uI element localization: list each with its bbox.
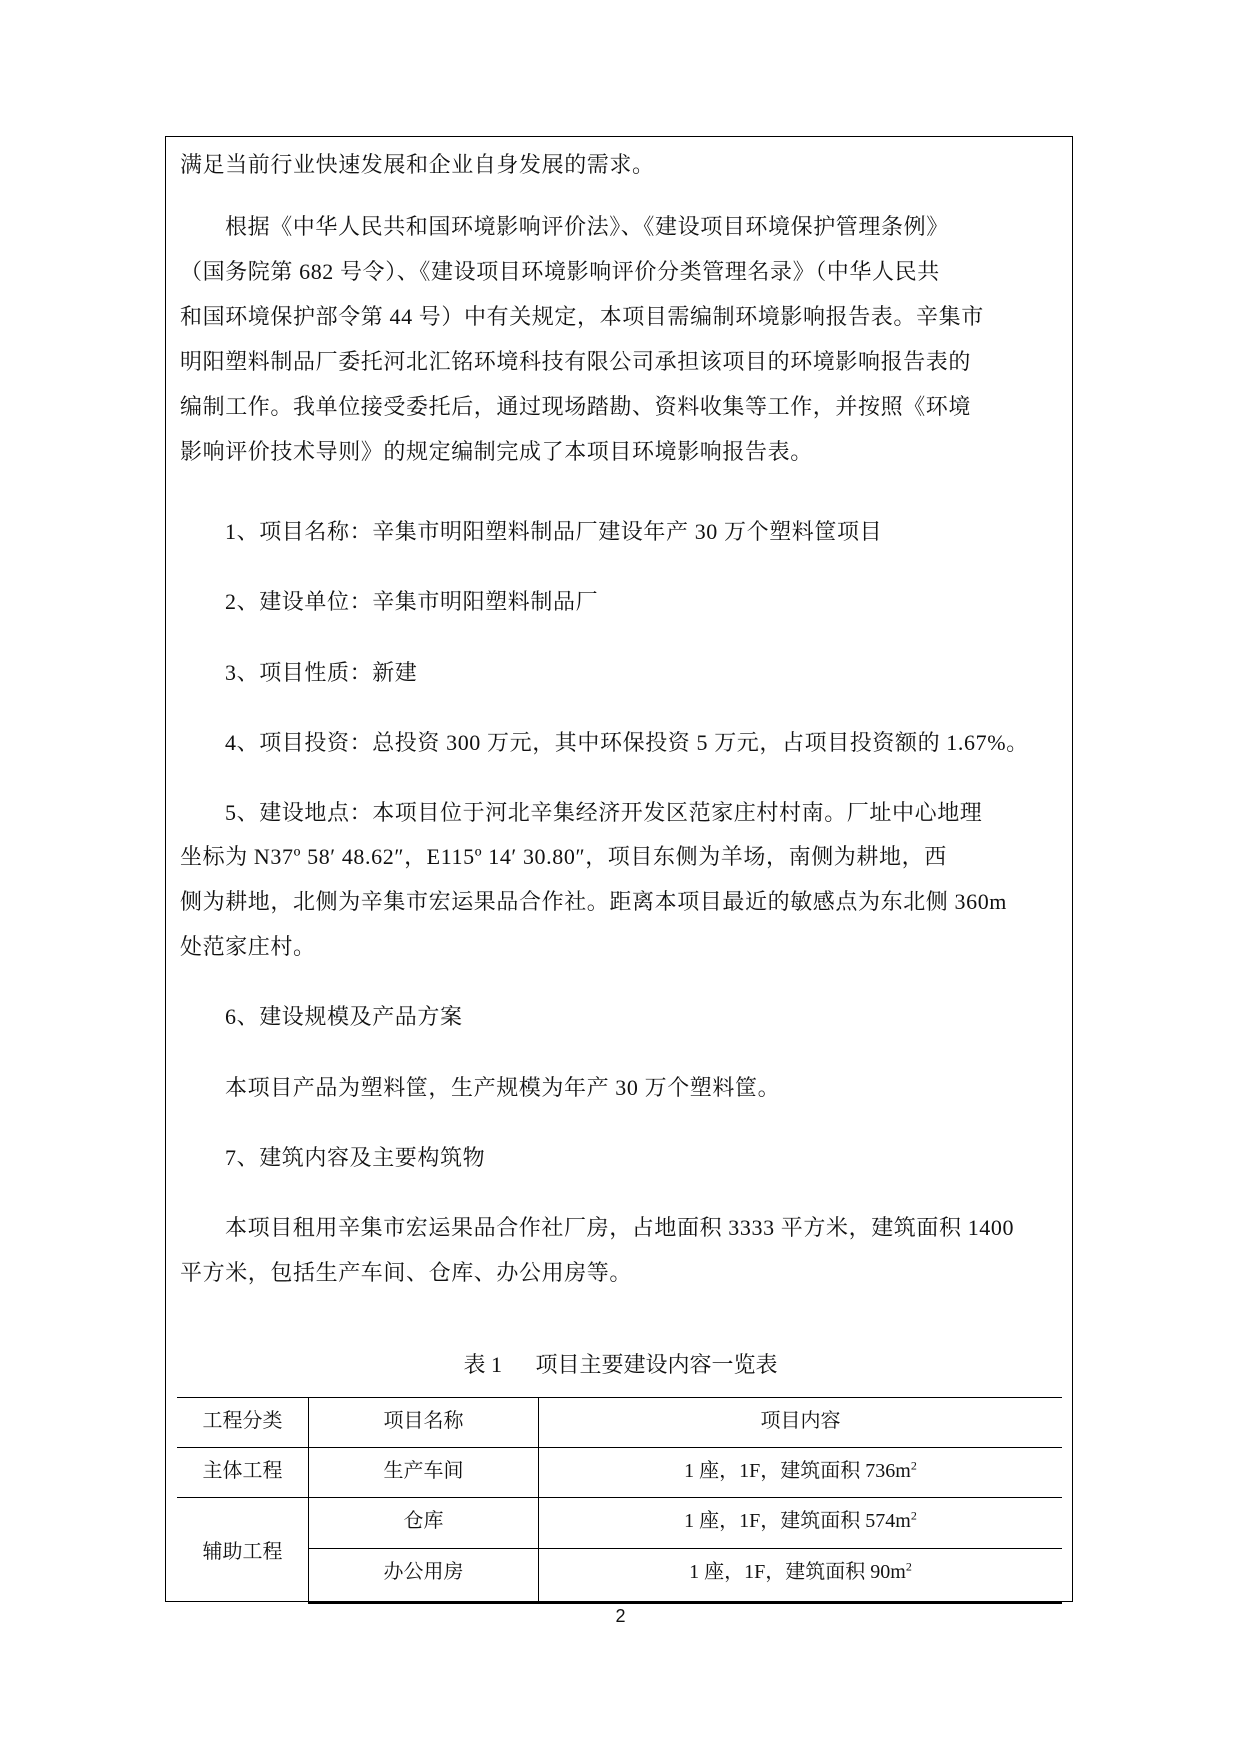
header-name: 项目名称: [309, 1398, 539, 1448]
cell-category: 主体工程: [177, 1448, 309, 1498]
header-category: 工程分类: [177, 1398, 309, 1448]
item-scale-heading: 6、建设规模及产品方案: [225, 1004, 463, 1029]
cell-content: [539, 1448, 1063, 1498]
table-caption: [0, 1348, 1241, 1379]
paragraph-line: 侧为耕地，北侧为辛集市宏运果品合作社。距离本项目最近的敏感点为东北侧 360m: [180, 889, 1008, 914]
item-investment: 4、项目投资：总投资 300 万元，其中环保投资 5 万元，占项目投资额的 1.67%。: [225, 730, 1029, 755]
cell-name: 办公用房: [309, 1549, 539, 1603]
cell-content: [539, 1498, 1063, 1549]
cell-category: 辅助工程: [177, 1498, 309, 1603]
table-header-row: [177, 1398, 1062, 1448]
table-number: 表 1: [463, 1352, 502, 1377]
paragraph-line: 编制工作。我单位接受委托后，通过现场踏勘、资料收集等工作，并按照《环境: [180, 394, 972, 419]
cell-content-text: 1 座，1F，建筑面积 574m: [684, 1510, 911, 1532]
paragraph-line: 处范家庄村。: [180, 934, 316, 959]
table-title: 项目主要建设内容一览表: [535, 1352, 778, 1377]
superscript: 2: [905, 1559, 912, 1574]
paragraph-line: （国务院第 682 号令）、《建设项目环境影响评价分类管理名录》（中华人民共: [180, 259, 940, 284]
paragraph-line: 本项目租用辛集市宏运果品合作社厂房，占地面积 3333 平方米，建筑面积 1400: [225, 1215, 1015, 1240]
paragraph-line: 满足当前行业快速发展和企业自身发展的需求。: [180, 152, 655, 177]
superscript: 2: [910, 1508, 917, 1523]
paragraph-line: 和国环境保护部令第 44 号）中有关规定，本项目需编制环境影响报告表。辛集市: [180, 304, 984, 329]
paragraph-line: 坐标为 N37º 58′ 48.62″，E115º 14′ 30.80″，项目东侧为羊场，南侧为耕地，西: [180, 844, 947, 869]
cell-content-text: 1 座，1F，建筑面积 90m: [689, 1561, 906, 1583]
table-row: [177, 1549, 1062, 1603]
item-buildings-heading: 7、建筑内容及主要构筑物: [225, 1145, 486, 1170]
paragraph-line: 平方米，包括生产车间、仓库、办公用房等。: [180, 1260, 633, 1285]
table-row: [177, 1448, 1062, 1498]
cell-name: 生产车间: [309, 1448, 539, 1498]
item-project-name: 1、项目名称：辛集市明阳塑料制品厂建设年产 30 万个塑料筐项目: [225, 519, 883, 544]
header-content: 项目内容: [539, 1398, 1063, 1448]
item-location: 5、建设地点：本项目位于河北辛集经济开发区范家庄村村南。厂址中心地理: [225, 800, 983, 825]
page-number: 2: [615, 1606, 626, 1626]
superscript: 2: [910, 1458, 917, 1473]
paragraph-line: 明阳塑料制品厂委托河北汇铭环境科技有限公司承担该项目的环境影响报告表的: [180, 349, 972, 374]
cell-content-text: 1 座，1F，建筑面积 736m: [684, 1460, 911, 1482]
table-row: [177, 1498, 1062, 1549]
paragraph-line: 影响评价技术导则》的规定编制完成了本项目环境影响报告表。: [180, 439, 813, 464]
paragraph-line: 根据《中华人民共和国环境影响评价法》、《建设项目环境保护管理条例》: [225, 214, 949, 239]
paragraph-line: 本项目产品为塑料筐，生产规模为年产 30 万个塑料筐。: [225, 1075, 781, 1100]
item-construction-unit: 2、建设单位：辛集市明阳塑料制品厂: [225, 589, 599, 614]
construction-content-table: [177, 1397, 1062, 1604]
cell-content: [539, 1549, 1063, 1603]
cell-name: 仓库: [309, 1498, 539, 1549]
item-project-nature: 3、项目性质：新建: [225, 660, 418, 685]
